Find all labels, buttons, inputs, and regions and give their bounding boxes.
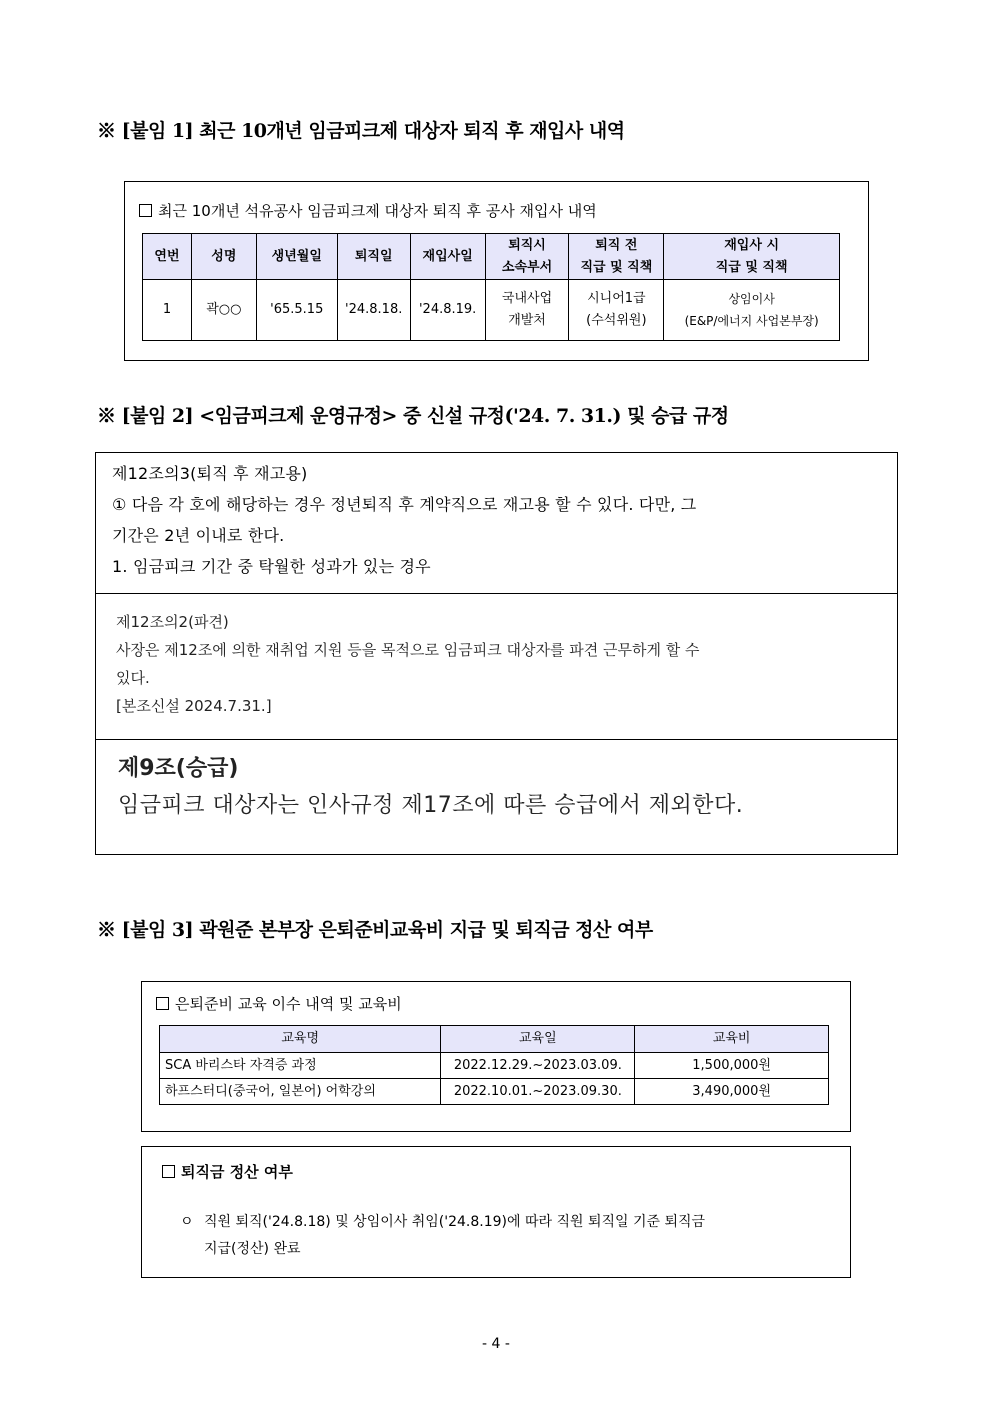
- header-cell: 연번: [143, 234, 192, 280]
- cell-course: SCA 바리스타 자격증 과정: [160, 1053, 441, 1079]
- rule-heading: 제12조의2(파견): [116, 613, 229, 631]
- rule-line: [본조신설 2024.7.31.]: [116, 697, 272, 715]
- rule-line: ① 다음 각 호에 해당하는 경우 정년퇴직 후 계약직으로 재고용 할 수 있다. 다만, 그: [112, 495, 697, 514]
- cell-period: 2022.12.29.~2023.03.09.: [441, 1053, 635, 1079]
- header-cell: 재입사일: [410, 234, 485, 280]
- rule-line: 기간은 2년 이내로 한다.: [112, 526, 285, 545]
- page-number: - 4 -: [482, 1336, 510, 1352]
- attachment3-title: ※ [붙임 3] 곽원준 본부장 은퇴준비교육비 지급 및 퇴직금 정산 여부: [97, 919, 653, 941]
- rule-line: 있다.: [116, 669, 150, 687]
- rule-heading: 제12조의3(퇴직 후 재고용): [112, 464, 308, 483]
- rule-line: 임금피크 대상자는 인사규정 제17조에 따른 승급에서 제외한다.: [118, 793, 744, 818]
- attachment2-title: ※ [붙임 2] <임금피크제 운영규정> 중 신설 규정('24. 7. 31.) 및 승급 규정: [97, 405, 729, 427]
- cell-cost: 1,500,000원: [635, 1053, 829, 1079]
- education-caption: 은퇴준비 교육 이수 내역 및 교육비: [175, 995, 402, 1013]
- checkbox-square-icon: [156, 997, 169, 1010]
- checkbox-square-icon: [139, 204, 152, 217]
- education-caption-row: [156, 993, 402, 1014]
- cell-rejoin-date: '24.8.19.: [410, 280, 485, 341]
- rule-heading: 제9조(승급): [118, 756, 239, 781]
- header-cell: 교육비: [635, 1026, 829, 1053]
- header-cell: 교육일: [441, 1026, 635, 1053]
- header-cell: 성명: [191, 234, 256, 280]
- cell-period: 2022.10.01.~2023.09.30.: [441, 1079, 635, 1105]
- rule-line: 사장은 제12조에 의한 재취업 지원 등을 목적으로 임금피크 대상자를 파견 근무하게 할 수: [116, 641, 700, 659]
- header-cell: 재입사 시 직급 및 직책: [664, 234, 840, 280]
- education-box: [141, 981, 851, 1132]
- education-table: [159, 1025, 829, 1105]
- severance-line2: 지급(정산) 완료: [204, 1241, 301, 1257]
- rule-12-3-box: [95, 452, 898, 594]
- attachment1-box: [124, 181, 869, 361]
- attachment1-caption: 최근 10개년 석유공사 임금피크제 대상자 퇴직 후 공사 재입사 내역: [158, 202, 597, 220]
- bullet-icon: ㅇ: [180, 1214, 194, 1230]
- table-header-row: [143, 234, 840, 280]
- severance-caption: 퇴직금 정산 여부: [181, 1163, 293, 1181]
- cell-course: 하프스터디(중국어, 일본어) 어학강의: [160, 1079, 441, 1105]
- header-cell: 생년월일: [256, 234, 337, 280]
- reemployment-table: [142, 233, 840, 341]
- severance-line1: 직원 퇴직('24.8.18) 및 상임이사 취임('24.8.19)에 따라 직원 퇴직일 기준 퇴직금: [204, 1214, 706, 1230]
- attachment1-caption-row: [139, 200, 597, 221]
- rule-9-box: [95, 739, 898, 855]
- severance-body: [180, 1209, 705, 1263]
- header-cell: 퇴직일: [337, 234, 410, 280]
- cell-department: 국내사업 개발처: [485, 280, 569, 341]
- header-cell: 교육명: [160, 1026, 441, 1053]
- cell-name: 곽○○: [191, 280, 256, 341]
- table-header-row: [160, 1026, 829, 1053]
- cell-prev-position: 시니어1급 (수석위원): [569, 280, 664, 341]
- header-cell: 퇴직 전 직급 및 직책: [569, 234, 664, 280]
- attachment1-title: ※ [붙임 1] 최근 10개년 임금피크제 대상자 퇴직 후 재입사 내역: [97, 120, 625, 142]
- cell-retire-date: '24.8.18.: [337, 280, 410, 341]
- cell-birth: '65.5.15: [256, 280, 337, 341]
- cell-new-position: 상임이사 (E&P/에너지 사업본부장): [664, 280, 840, 341]
- severance-caption-row: [162, 1161, 293, 1182]
- rule-12-2-box: [95, 593, 898, 740]
- rule-line: 1. 임금피크 기간 중 탁월한 성과가 있는 경우: [112, 557, 431, 576]
- table-row: [160, 1053, 829, 1079]
- table-row: [160, 1079, 829, 1105]
- severance-box: [141, 1146, 851, 1278]
- header-cell: 퇴직시 소속부서: [485, 234, 569, 280]
- checkbox-square-icon: [162, 1165, 175, 1178]
- severance-line: [180, 1209, 705, 1236]
- table-row: [143, 280, 840, 341]
- cell-cost: 3,490,000원: [635, 1079, 829, 1105]
- cell-no: 1: [143, 280, 192, 341]
